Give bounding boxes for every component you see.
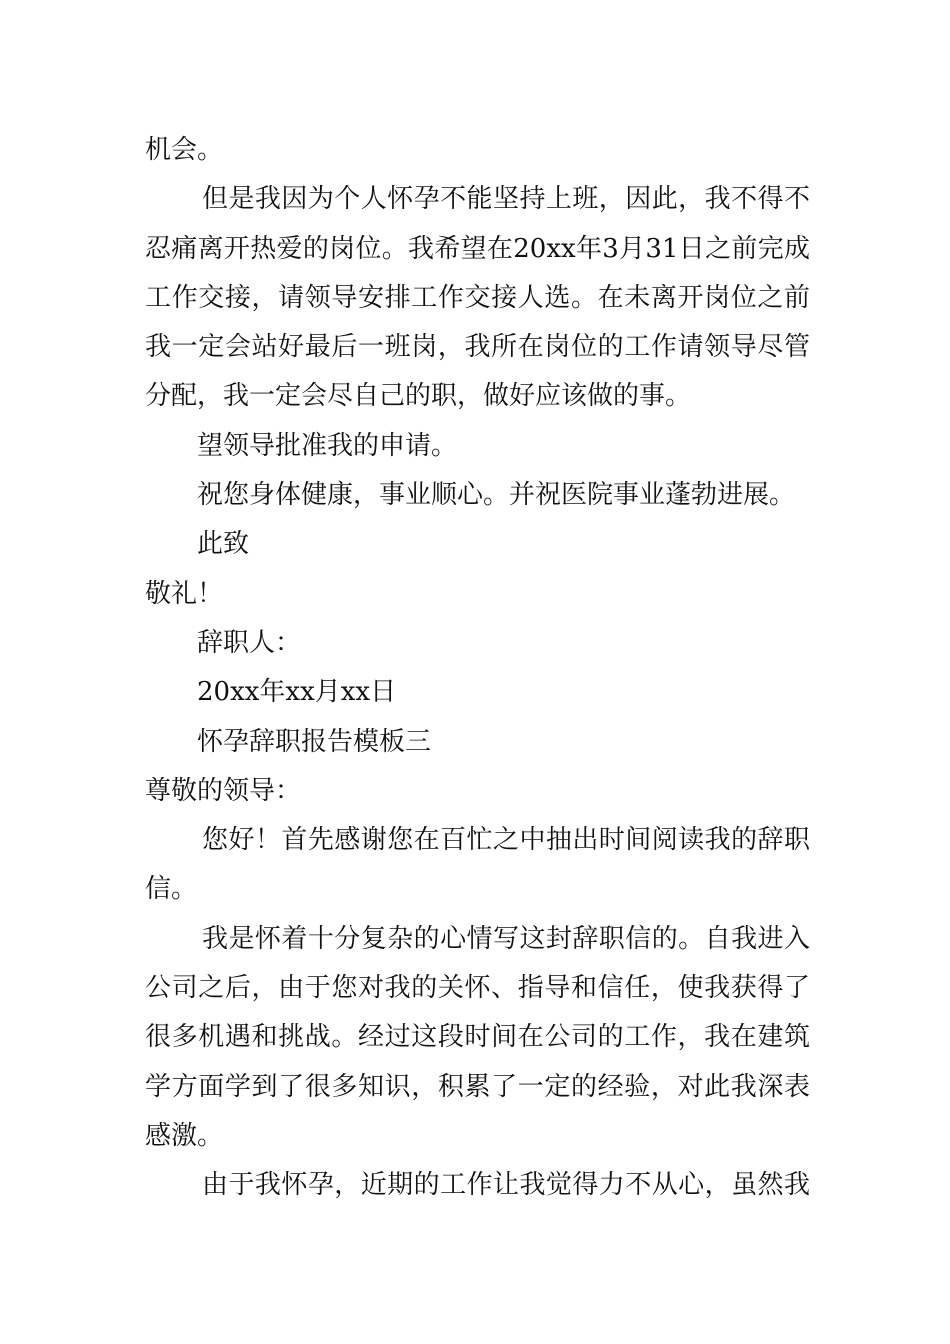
text-line: 但是我因为个人怀孕不能坚持上班，因此，我不得不: [202, 184, 810, 215]
closing-phrase: 此致: [197, 529, 250, 560]
document-body: [145, 126, 810, 1211]
signature-label: 辞职人：: [197, 627, 302, 658]
text-line: 公司之后，由于您对我的关怀、指导和信任，使我获得了: [145, 973, 810, 1004]
text-line: 工作交接，请领导安排工作交接人选。在未离开岗位之前: [145, 282, 810, 313]
text-line: 由于我怀孕，近期的工作让我觉得力不从心，虽然我: [202, 1170, 810, 1201]
text-line: 忍痛离开热爱的岗位。我希望在20xx年3月31日之前完成: [145, 233, 810, 264]
text-line: 我一定会站好最后一班岗，我所在岗位的工作请领导尽管: [145, 332, 810, 363]
date-line: 20xx年xx月xx日: [197, 677, 397, 708]
text-line: 信。: [145, 874, 198, 905]
section-title: 怀孕辞职报告模板三: [197, 726, 432, 757]
text-line: 我是怀着十分复杂的心情写这封辞职信的。自我进入: [202, 923, 810, 954]
salutation: 尊敬的领导：: [145, 775, 302, 806]
text-line: 分配，我一定会尽自己的职，做好应该做的事。: [145, 381, 692, 412]
text-line: 很多机遇和挑战。经过这段时间在公司的工作，我在建筑: [145, 1022, 810, 1053]
text-line: 感激。: [145, 1120, 224, 1151]
salutation-closing: 敬礼！: [145, 578, 224, 609]
text-line: 望领导批准我的申请。: [197, 430, 458, 461]
text-line: 您好！首先感谢您在百忙之中抽出时间阅读我的辞职: [202, 825, 810, 856]
text-line: 学方面学到了很多知识，积累了一定的经验，对此我深表: [145, 1071, 810, 1102]
text-line: 机会。: [145, 135, 224, 165]
text-line: 祝您身体健康，事业顺心。并祝医院事业蓬勃进展。: [197, 480, 796, 511]
